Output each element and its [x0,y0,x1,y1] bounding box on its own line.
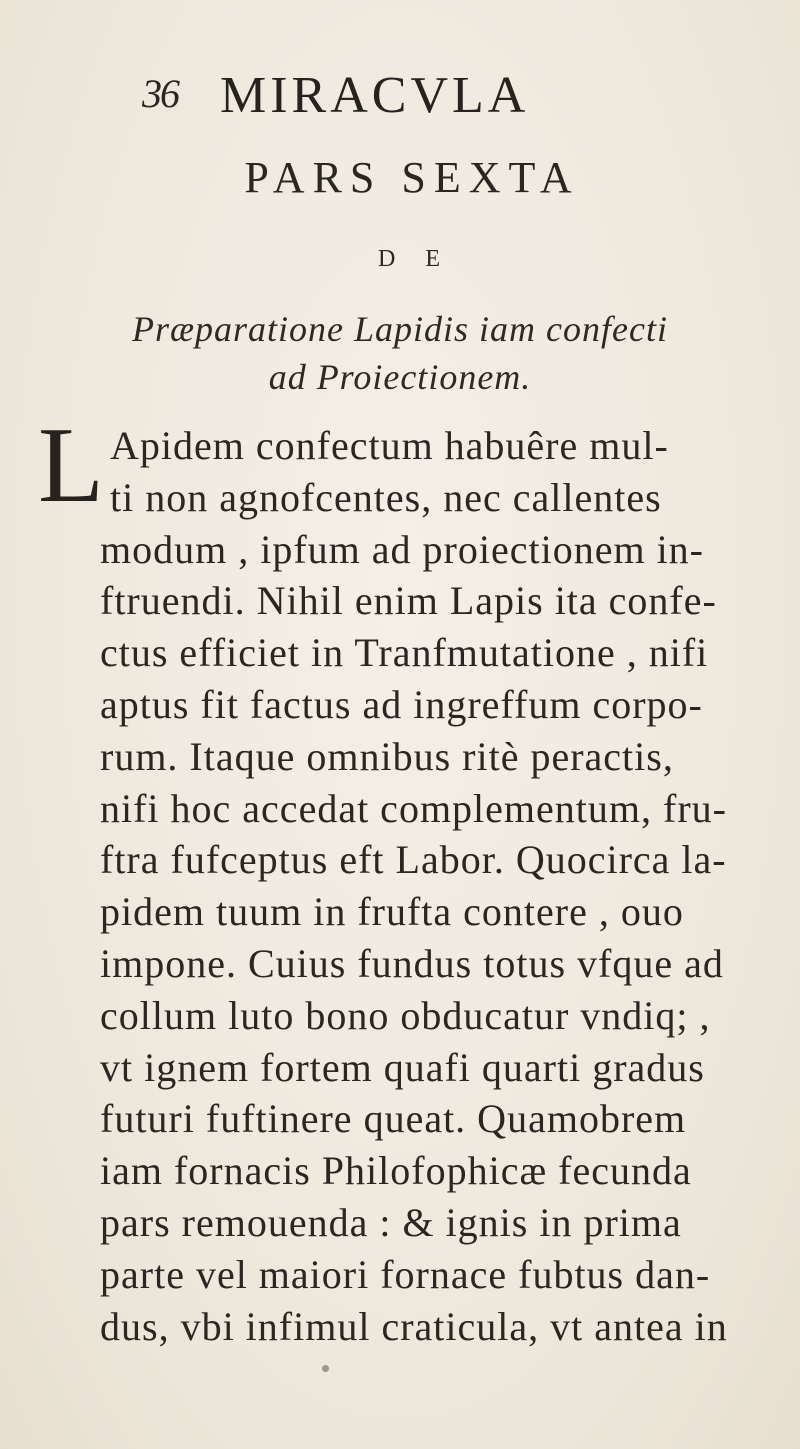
body-line: ftruendi. Nihil enim Lapis ita confe- [100,578,717,624]
section-title: PARS SEXTA [244,153,580,202]
running-head [0,60,800,130]
subtitle-line-2: ad Proiectionem. [268,357,532,397]
body-line: impone. Cuius fundus totus vfque ad [100,940,724,986]
body-line: nifi hoc accedat complementum, fru- [100,785,727,831]
body-line: ctus efficiet in Tranfmutatione , nifi [100,630,709,676]
body-line: aptus fit factus ad ingreffum corpo- [100,681,703,727]
ink-speck [322,1365,329,1372]
body-line: pidem tuum in frufta contere , ouo [100,889,684,935]
body-line: dus, vbi infimul craticula, vt antea in [100,1303,728,1349]
section-de: D E [378,246,452,272]
page-number: 36 [142,71,178,116]
subtitle-line-1: Præparatione Lapidis iam confecti [132,309,668,349]
section-subtitle [0,305,800,401]
running-title: MIRACVLA [220,67,530,124]
body-line: ftra fufceptus eft Labor. Quocirca la- [100,837,727,883]
body-line: modum , ipfum ad proiectionem in- [100,526,704,572]
body-line: Apidem confectum habuêre mul- [110,423,669,468]
body-line: ti non agnofcentes, nec callentes [110,474,662,520]
body-line: vt ignem fortem quafi quarti gradus [100,1044,705,1090]
body-line: iam fornacis Philofophicæ fecunda [100,1148,692,1194]
body-line: parte vel maiori fornace fubtus dan- [100,1251,711,1297]
body-line: futuri fuftinere queat. Quamobrem [100,1096,687,1142]
body-line: collum luto bono obducatur vndiq; , [100,992,711,1038]
drop-cap: L [38,406,104,525]
body-line: rum. Itaque omnibus ritè peractis, [100,733,674,779]
body-text [100,420,794,1352]
body-line: pars remouenda : & ignis in prima [100,1199,682,1245]
